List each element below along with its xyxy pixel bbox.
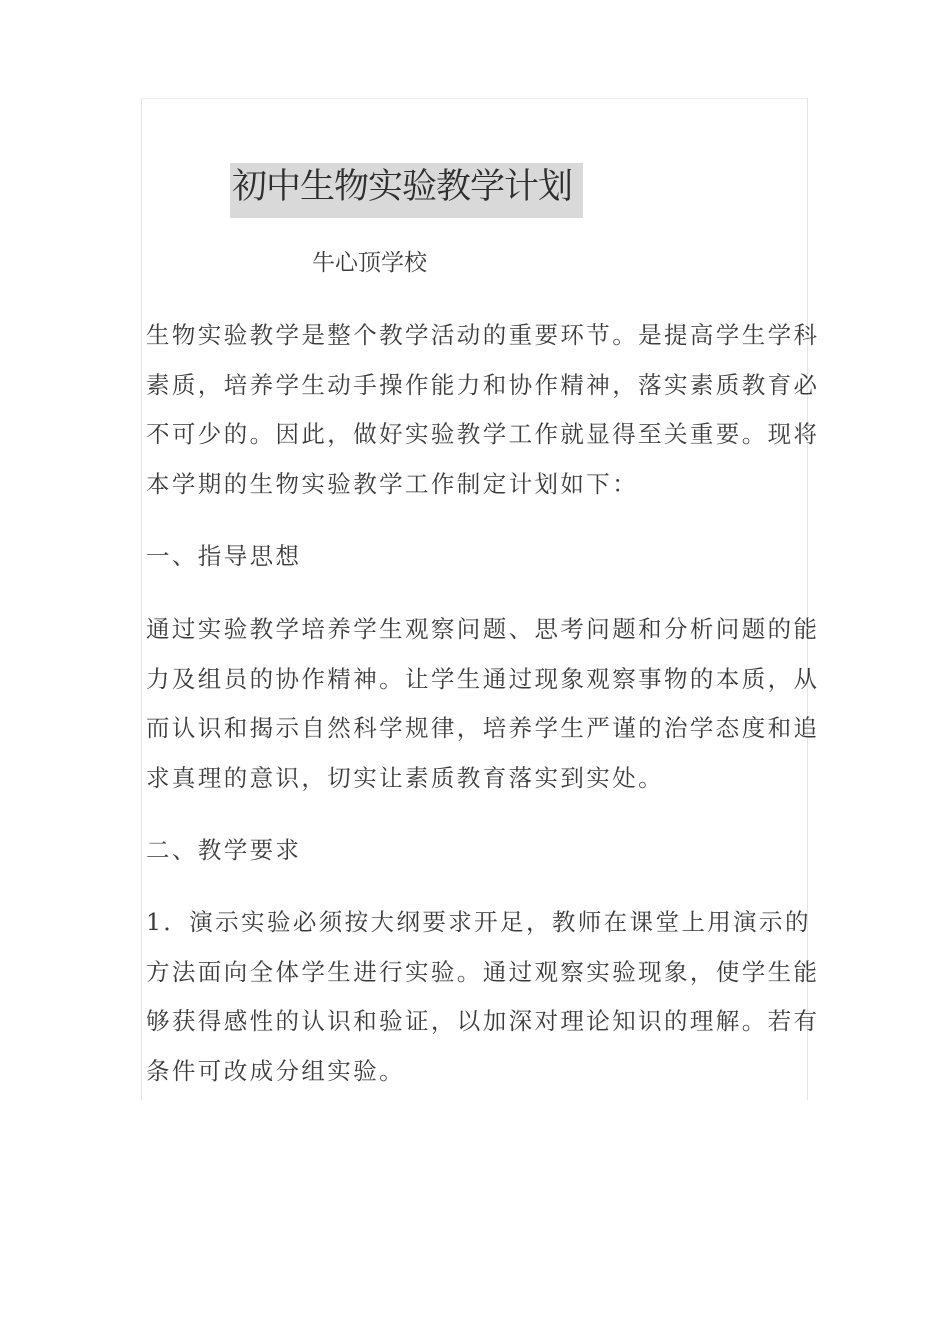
- paragraph-line: 不可少的。因此，做好实验教学工作就显得至关重要。现将: [146, 420, 820, 448]
- paragraph-line: 力及组员的协作精神。让学生通过现象观察事物的本质，从: [146, 664, 820, 693]
- paragraph-line: 求真理的意识，切实让素质教育落实到实处。: [146, 763, 664, 792]
- paragraph-line: 生物实验教学是整个教学活动的重要环节。是提高学生学科: [146, 321, 820, 349]
- paragraph-line: 而认识和揭示自然科学规律，培养学生严谨的治学态度和追: [146, 714, 820, 742]
- paragraph-line: 本学期的生物实验教学工作制定计划如下：: [146, 469, 639, 498]
- paragraph-line: 素质，培养学生动手操作能力和协作精神，落实素质教育必: [146, 370, 820, 399]
- paragraph-line: 条件可改成分组实验。: [146, 1056, 405, 1085]
- section2-paragraph: [146, 898, 820, 1096]
- section-heading-teaching-requirements: 二、教学要求: [146, 836, 302, 864]
- paragraph-line: 方法面向全体学生进行实验。通过观察实验现象，使学生能: [146, 957, 820, 986]
- paragraph-line: 1．演示实验必须按大纲要求开足，教师在课堂上用演示的: [146, 908, 811, 936]
- document-subtitle: 牛心顶学校: [312, 250, 427, 276]
- paragraph-line: 够获得感性的认识和验证，以加深对理论知识的理解。若有: [146, 1007, 820, 1035]
- section1-paragraph: [146, 605, 820, 803]
- section-heading-guiding-ideology: 一、指导思想: [146, 542, 302, 570]
- paragraph-line: 通过实验教学培养学生观察问题、思考问题和分析问题的能: [146, 615, 820, 643]
- document-title: 初中生物实验教学计划: [230, 163, 583, 218]
- intro-paragraph: [146, 311, 820, 509]
